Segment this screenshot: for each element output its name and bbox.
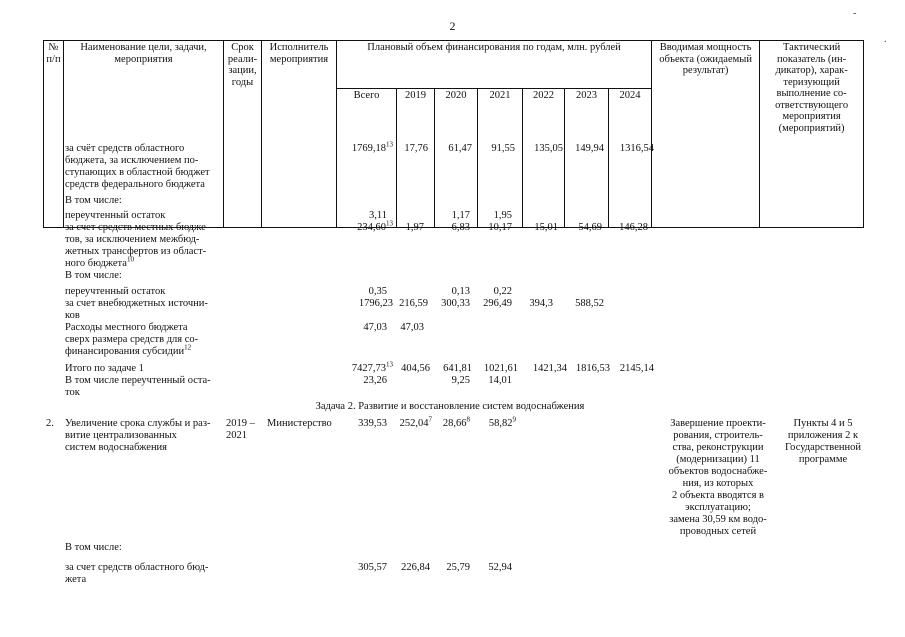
row-2023: 149,94 <box>575 143 604 154</box>
row-2022: 1421,34 <box>532 363 567 374</box>
row-2024: 2145,14 <box>619 363 654 374</box>
row-2020: 641,81 <box>443 363 472 374</box>
col-term: Срок реали- зации, годы <box>224 41 262 136</box>
row-2020: 300,33 <box>441 298 470 309</box>
row-2019: 1,97 <box>405 222 424 233</box>
row-2024: 1316,54 <box>619 143 654 154</box>
row-2022: 135,05 <box>534 143 563 154</box>
col-name: Наименование цели, задачи, мероприятия <box>64 41 224 136</box>
row-label: Расходы местного бюджета сверх размера средств для со- финансирования субсидии$^{12}$ <box>65 322 199 357</box>
task2-sub-total: 305,57 <box>358 562 387 573</box>
cell-blank <box>262 135 337 228</box>
page-number: 2 <box>449 19 456 33</box>
row-2022: 394,3 <box>529 298 553 309</box>
task2-2021: 58,82$^9$ <box>488 415 516 429</box>
row-2021: 1,95 <box>493 210 512 221</box>
cell-blank <box>760 135 864 228</box>
task2-including: В том числе: <box>65 542 122 553</box>
cell-blank <box>44 135 64 228</box>
task2-sub-2020: 25,79 <box>446 562 470 573</box>
task2-2019: 252,04$^7$ <box>399 415 432 429</box>
row-2021: 14,01 <box>488 375 512 386</box>
row-label: переучтенный остаток <box>65 286 166 297</box>
row-2023: 588,52 <box>575 298 604 309</box>
row-label: за счет средств местных бюдже- тов, за исключением межбюд- жетных трансфертов из област- ного бюджета$^{10}$ <box>65 222 210 269</box>
row-total: 1796,23 <box>358 298 393 309</box>
row-2020: 0,13 <box>451 286 470 297</box>
row-total: 47,03 <box>363 322 387 333</box>
row-2019: 404,56 <box>401 363 430 374</box>
row-total: 1769,18$^{13}$ <box>351 140 393 154</box>
col-year-2024: 2024 <box>609 89 652 135</box>
col-year-2023: 2023 <box>565 89 609 135</box>
col-indicator: Тактический показатель (ин- дикатор), харак- теризующий выполнение со- ответствующего мероприятия (мероприятий) <box>760 41 864 136</box>
row-2021: 1021,61 <box>483 363 518 374</box>
row-2021: 0,22 <box>493 286 512 297</box>
task2-total: 339,53 <box>358 418 387 429</box>
col-executor: Исполнитель мероприятия <box>262 41 337 136</box>
row-2020: 6,83 <box>451 222 470 233</box>
row-2021: 296,49 <box>483 298 512 309</box>
row-2020: 61,47 <box>448 143 472 154</box>
row-2024: 146,28 <box>619 222 648 233</box>
task2-sub-label: за счет средств областного бюд- жета <box>65 562 209 585</box>
cell-blank <box>652 135 760 228</box>
row-2019: 17,76 <box>404 143 428 154</box>
task2-executor: Министерство <box>267 418 332 429</box>
row-label: за счёт средств областного бюджета, за исключением по- ступающих в областной бюджет средств федерального бюджета <box>65 143 210 190</box>
col-year-2020: 2020 <box>435 89 478 135</box>
col-capacity: Вводимая мощность объекта (ожидаемый результат) <box>652 41 760 136</box>
scan-dash-mark: - <box>853 8 857 19</box>
row-total: 3,11 <box>369 210 387 221</box>
task2-sub-2019: 226,84 <box>401 562 430 573</box>
row-2022: 15,01 <box>534 222 558 233</box>
row-total: 0,35 <box>368 286 387 297</box>
task2-label: Увеличение срока службы и раз- витие централизованных систем водоснабжения <box>65 418 211 453</box>
col-total: Всего <box>337 89 397 135</box>
row-total: 234,60$^{13}$ <box>357 219 393 233</box>
row-label: переучтенный остаток <box>65 210 166 221</box>
row-2021: 91,55 <box>491 143 515 154</box>
row-label: В том числе: <box>65 270 122 281</box>
task2-sub-2021: 52,94 <box>488 562 512 573</box>
row-2019: 47,03 <box>400 322 424 333</box>
row-2023: 1816,53 <box>575 363 610 374</box>
task2-title: Задача 2. Развитие и восстановление систем водоснабжения <box>315 401 585 412</box>
task2-number: 2. <box>46 418 54 429</box>
row-2020: 9,25 <box>451 375 470 386</box>
row-2019: 216,59 <box>399 298 428 309</box>
row-label: Итого по задаче 1 <box>65 363 144 374</box>
row-label: В том числе переучтенный остa- ток <box>65 375 211 398</box>
task2-capacity: Завершение проекти- рования, строитель- ства, реконструкции (модернизации) 11 объектов водоснабже- ния, из которых 2 объекта вводятся в эксплуатацию; замена 30,59 км водо- проводных сетей <box>668 418 768 537</box>
row-label: В том числе: <box>65 195 122 206</box>
row-2023: 54,69 <box>578 222 602 233</box>
row-2021: 10,17 <box>488 222 512 233</box>
task2-2020: 28,66$^8$ <box>442 415 470 429</box>
col-plan-title: Плановый объем финансирования по годам, млн. рублей <box>337 41 652 89</box>
col-year-2022: 2022 <box>523 89 565 135</box>
task2-term: 2019 – 2021 <box>226 418 255 441</box>
col-year-2019: 2019 <box>397 89 435 135</box>
task2-indicator: Пункты 4 и 5 приложения 2 к Государственной программе <box>785 418 861 465</box>
row-total: 23,26 <box>363 375 387 386</box>
col-year-2021: 2021 <box>478 89 523 135</box>
row-label: за счет внебюджетных источни- ков <box>65 298 208 321</box>
col-number: № п/п <box>44 41 64 136</box>
row-total: 7427,73$^{13}$ <box>351 360 393 374</box>
row-2020: 1,17 <box>451 210 470 221</box>
scan-dot-mark: . <box>884 34 887 45</box>
